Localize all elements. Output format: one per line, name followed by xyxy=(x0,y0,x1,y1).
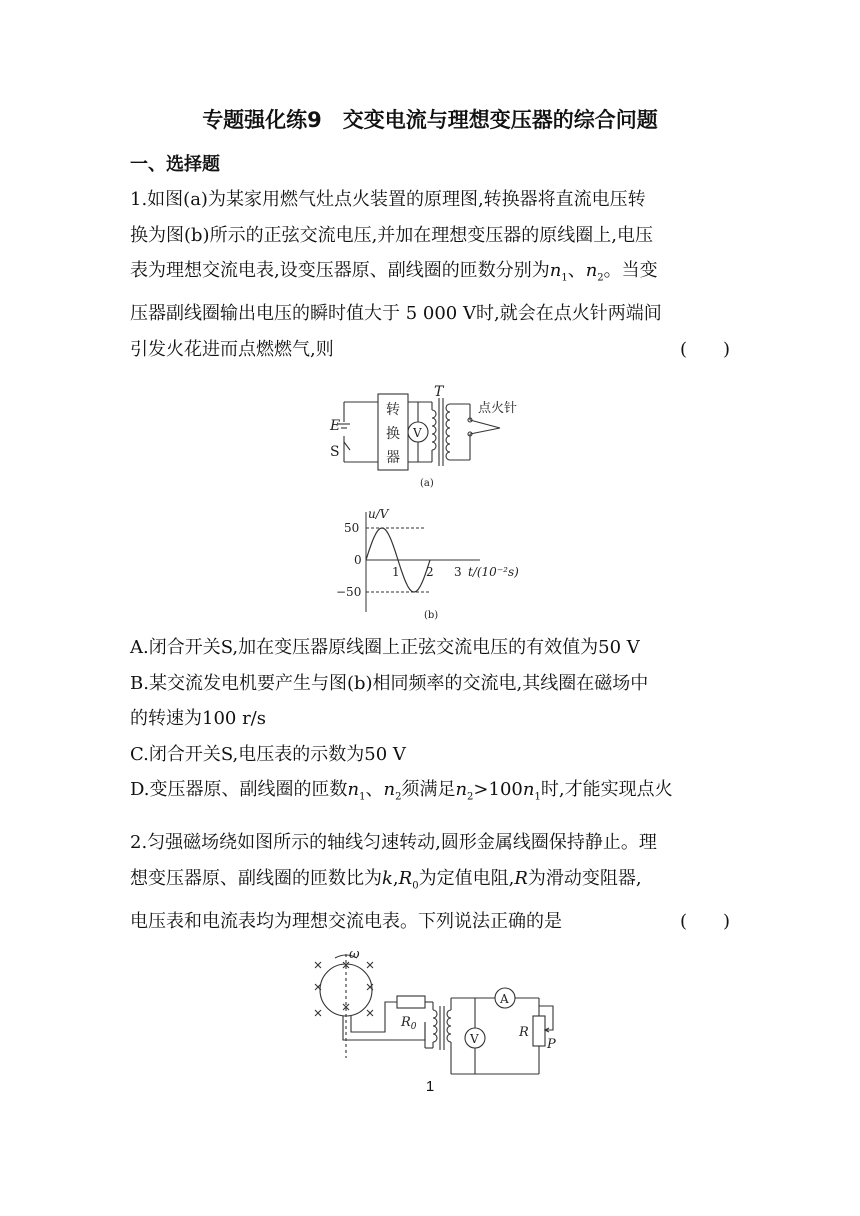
q1-line-1: 1.如图(a)为某家用燃气灶点火装置的原理图,转换器将直流电压转 xyxy=(130,189,646,210)
y-tick-0: 0 xyxy=(354,553,362,567)
circuit-diagram-2 xyxy=(305,948,565,1078)
answer-bracket: ( ) xyxy=(679,338,730,360)
converter-char-3: 器 xyxy=(386,450,400,466)
figure-b-caption: (b) xyxy=(424,610,439,621)
option-d: D.变压器原、副线圈的匝数$n_1$、$n_2$须满足$n_2>100n_1$时,才能实现点火 xyxy=(130,779,673,803)
igniter-label: 点火针 xyxy=(478,401,518,416)
label-T: T xyxy=(434,384,444,400)
question-2-text xyxy=(130,825,730,939)
label-E: E xyxy=(330,418,341,434)
x-axis-label: t/(10⁻²s) xyxy=(468,565,519,579)
option-b-line-2: 的转速为100 r/s xyxy=(130,708,266,729)
option-a: A.闭合开关S,加在变压器原线圈上正弦交流电压的有效值为50 V xyxy=(130,637,640,658)
page-number: 1 xyxy=(425,1078,435,1095)
y-tick-neg50: −50 xyxy=(336,585,362,599)
converter-char-2: 换 xyxy=(386,426,400,442)
q1-line-2: 换为图(b)所示的正弦交流电压,并加在理想变压器的原线圈上,电压 xyxy=(130,224,654,246)
figure-a-caption: (a) xyxy=(420,478,434,489)
q2-line-2: 想变压器原、副线圈的匝数比为$k,R_0$为定值电阻,R为滑动变阻器, xyxy=(130,867,642,892)
y-tick-50: 50 xyxy=(344,521,360,535)
circuit-diagram-a xyxy=(320,384,540,494)
r0-label: $R_0$ xyxy=(401,1015,417,1032)
option-b-line-1: B.某交流发电机要产生与图(b)相同频率的交流电,其线圈在磁场中 xyxy=(130,672,649,694)
label-S: S xyxy=(330,444,340,460)
omega-label: ω xyxy=(349,948,360,962)
voltmeter-label-2: V xyxy=(470,1032,479,1046)
rheostat xyxy=(533,1016,545,1046)
q1-line-5: 引发火花进而点燃燃气,则 ( ) xyxy=(130,332,730,368)
x-tick-1: 1 xyxy=(392,565,400,579)
ammeter-label: A xyxy=(500,992,509,1006)
r-label: R xyxy=(519,1025,529,1040)
section-heading: 一、选择题 xyxy=(130,154,220,175)
q2-line-1: 2.匀强磁场绕如图所示的轴线匀速转动,圆形金属线圈保持静止。理 xyxy=(130,832,657,853)
y-axis-label: u/V xyxy=(368,507,389,521)
question-1-options xyxy=(130,630,730,815)
answer-bracket-2: ( ) xyxy=(679,910,730,932)
p-label: P xyxy=(547,1037,556,1052)
question-1-text xyxy=(130,182,730,367)
converter-char-1: 转 xyxy=(386,402,400,418)
voltage-waveform-chart xyxy=(330,504,530,624)
resistor-r0 xyxy=(397,996,425,1008)
option-c: C.闭合开关S,电压表的示数为50 V xyxy=(130,743,406,765)
q1-line-3: 表为理想交流电表,设变压器原、副线圈的匝数分别为$n_1$、$n_2$。当变 xyxy=(130,260,658,284)
voltmeter-label: V xyxy=(413,426,422,440)
page-title: 专题强化练9 交变电流与理想变压器的综合问题 xyxy=(202,108,658,132)
x-tick-2: 2 xyxy=(426,565,434,579)
q1-line-4: 压器副线圈输出电压的瞬时值大于 5 000 V时,就会在点火针两端间 xyxy=(130,303,662,325)
q2-line-3: 电压表和电流表均为理想交流电表。下列说法正确的是 ( ) xyxy=(130,904,730,940)
x-tick-3: 3 xyxy=(454,565,462,579)
